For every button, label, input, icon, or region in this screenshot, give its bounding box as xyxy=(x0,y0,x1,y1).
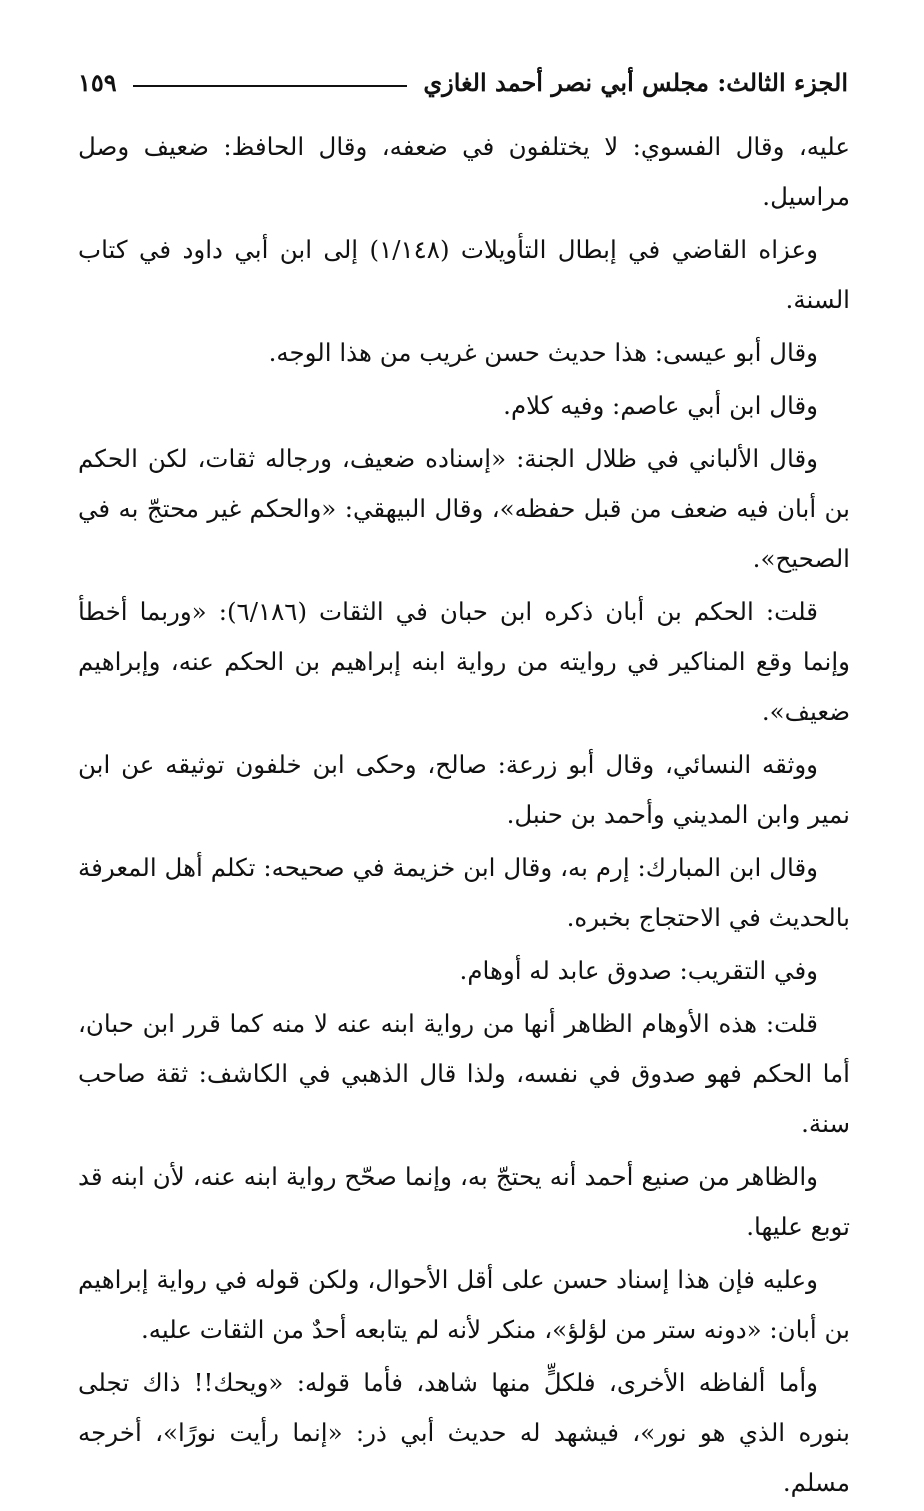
paragraph: قلت: هذه الأوهام الظاهر أنها من رواية ابنه عنه لا منه كما قرر ابن حبان، أما الحكم فهو صدوق في نفسه، ولذا قال الذهبي في الكاشف: ثقة صاحب سنة. xyxy=(78,1009,850,1138)
paragraph: والظاهر من صنيع أحمد أنه يحتجّ به، وإنما صحّح رواية ابنه عنه، لأن ابنه قد توبع عليها. xyxy=(78,1162,850,1241)
body-text xyxy=(78,122,850,1511)
paragraph: وقال ابن أبي عاصم: وفيه كلام. xyxy=(503,391,818,420)
paragraph: وقال الألباني في ظلال الجنة: «إسناده ضعيف، ورجاله ثقات، لكن الحكم بن أبان فيه ضعف من قبل حفظه»، وقال البيهقي: «والحكم غير محتجّ به في الصحيح». xyxy=(78,444,850,573)
paragraph: وقال أبو عيسى: هذا حديث حسن غريب من هذا الوجه. xyxy=(268,338,818,367)
paragraph: وعليه فإن هذا إسناد حسن على أقل الأحوال، ولكن قوله في رواية إبراهيم بن أبان: «دونه ستر من لؤلؤ»، منكر لأنه لم يتابعه أحدٌ من الثقات عليه. xyxy=(78,1265,850,1344)
running-title: الجزء الثالث: مجلس أبي نصر أحمد الغازي xyxy=(423,67,848,97)
paragraph: وقال ابن المبارك: إرم به، وقال ابن خزيمة في صحيحه: تكلم أهل المعرفة بالحديث في الاحتجاج بخبره. xyxy=(78,853,850,932)
paragraph: وعزاه القاضي في إبطال التأويلات (١/١٤٨) إلى ابن أبي داود في كتاب السنة. xyxy=(78,235,850,314)
paragraph: وأما ألفاظه الأخرى، فلكلٍّ منها شاهد، فأما قوله: «ويحك!! ذاك تجلى بنوره الذي هو نور»، فيشهد له حديث أبي ذر: «إنما رأيت نورًا»، أخرجه مسلم. xyxy=(78,1368,850,1497)
paragraph: قلت: الحكم بن أبان ذكره ابن حبان في الثقات (٦/١٨٦): «وربما أخطأ وإنما وقع المناكير في روايته من رواية ابنه إبراهيم بن الحكم عنه، وإبراهيم ضعيف». xyxy=(78,597,850,726)
paragraph: ووثقه النسائي، وقال أبو زرعة: صالح، وحكى ابن خلفون توثيقه عن ابن نمير وابن المديني وأحمد بن حنبل. xyxy=(78,750,850,829)
header-rule xyxy=(133,85,408,87)
running-header xyxy=(78,62,848,102)
paragraph: وفي التقريب: صدوق عابد له أوهام. xyxy=(459,956,818,985)
paragraph: عليه، وقال الفسوي: لا يختلفون في ضعفه، وقال الحافظ: ضعيف وصل مراسيل. xyxy=(78,132,850,211)
page-number: ١٥٩ xyxy=(78,67,117,97)
